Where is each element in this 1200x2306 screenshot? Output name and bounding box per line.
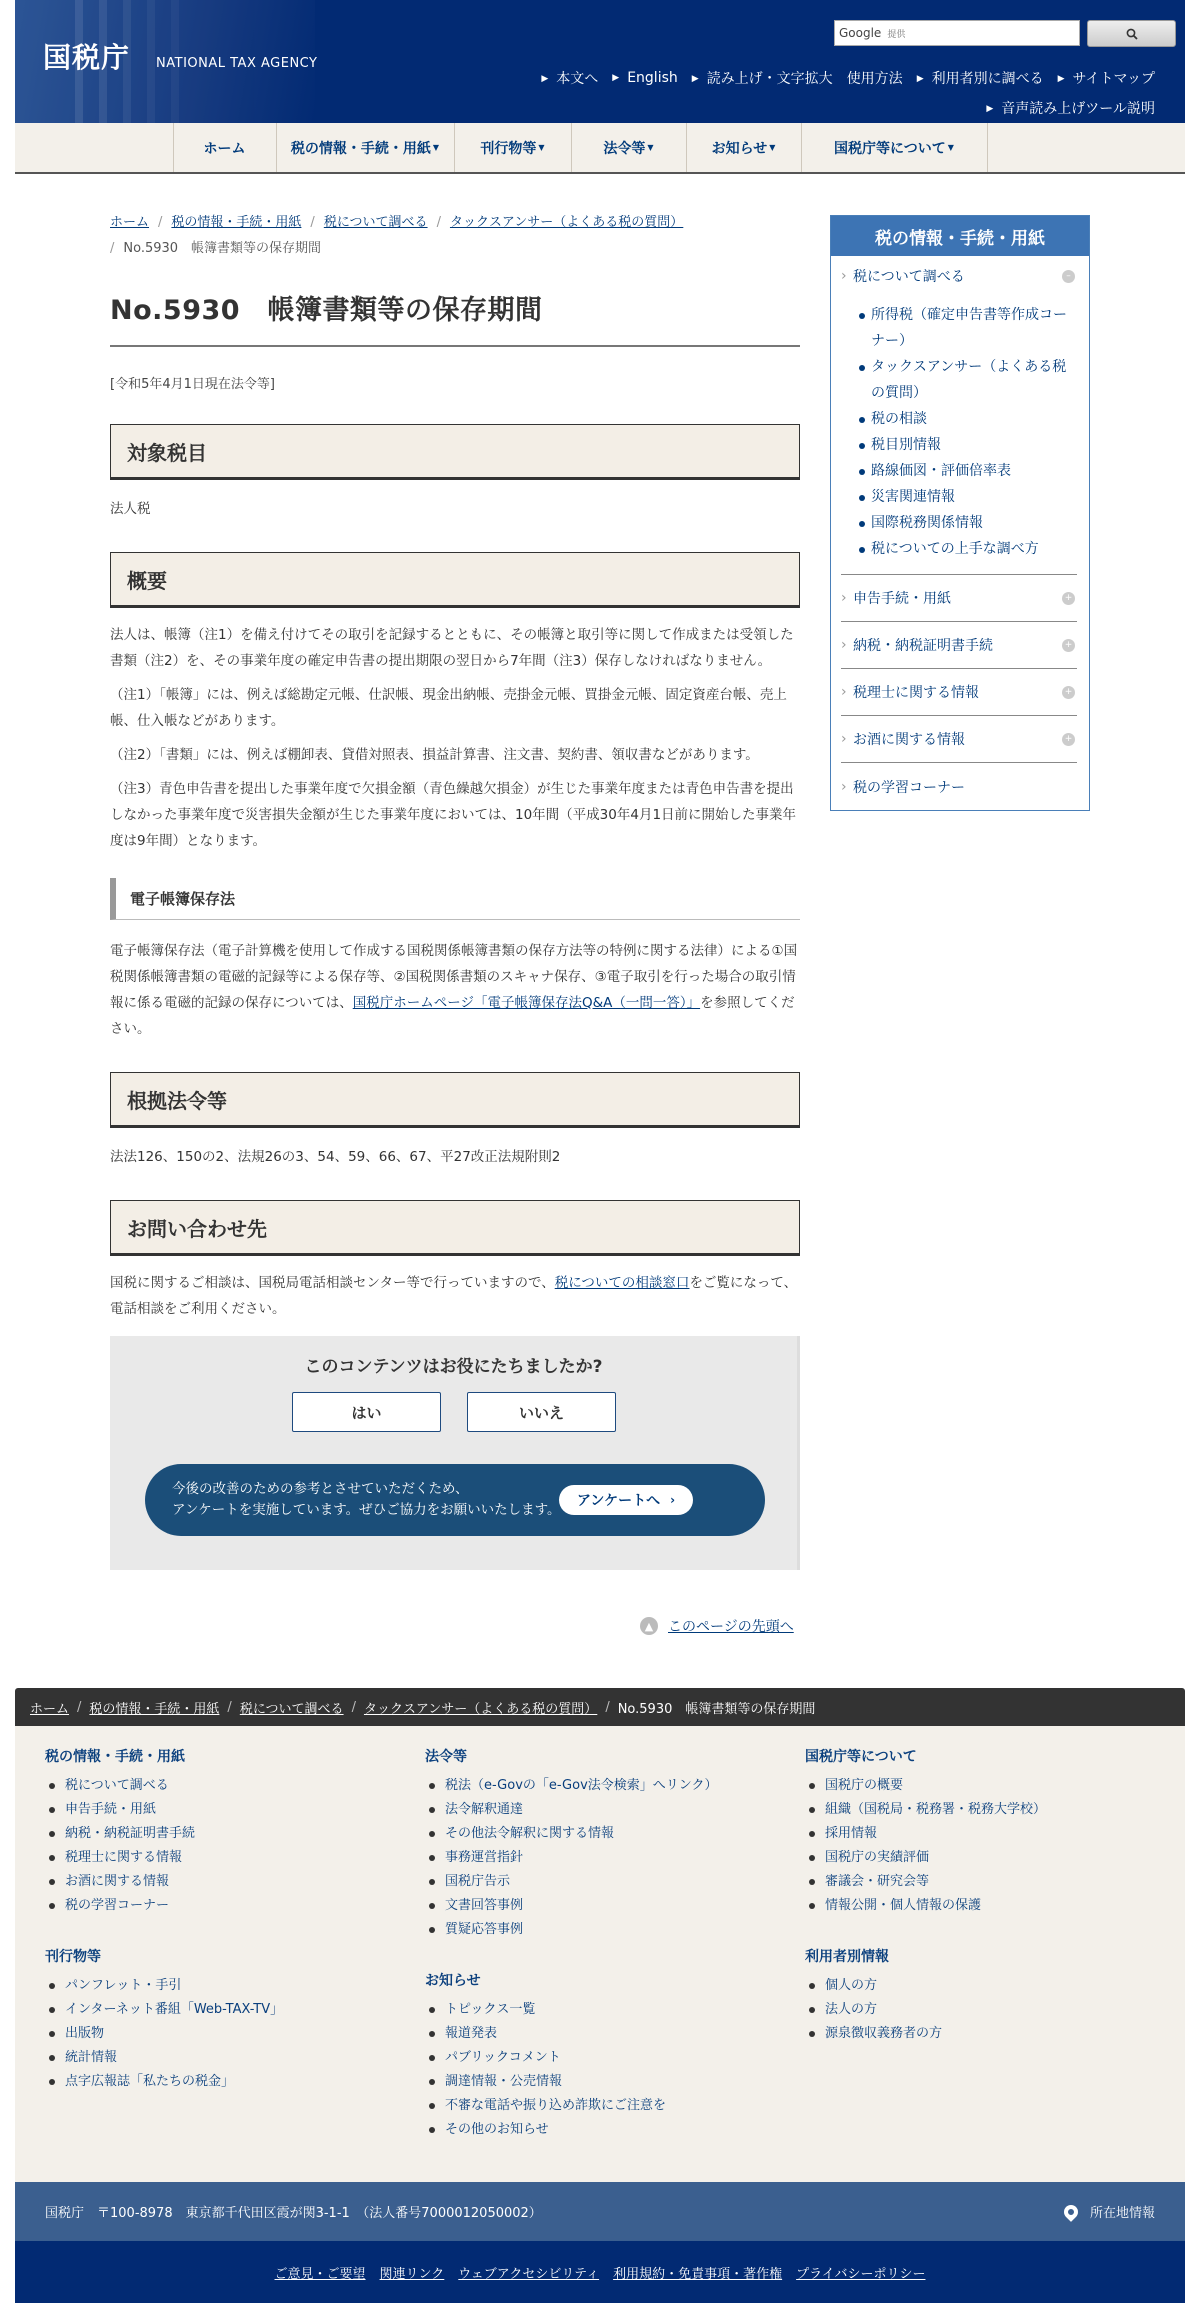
survey-line-1: 今後の改善のための参考とさせていただくため、 <box>172 1481 469 1497</box>
sidebar-item-tax-accountant-label: › 税理士に関する情報 <box>853 685 979 701</box>
gnav-laws-label: 法令等 <box>603 140 646 157</box>
footer-link-feedback[interactable]: ご意見・ご要望 <box>274 2266 366 2282</box>
sidebar-item-learning-label: › 税の学習コーナー <box>853 779 965 796</box>
note-3: （注3）青色申告書を提出した事業年度で欠損金額（青色繰越欠損金）が生じた事業年度または青色申告書を提出しなかった事業年度で災害損失金額が生じた事業年度においては、10年間（平成30年4月1日前に開始した事業年度は9年間）となります。 <box>110 781 797 849</box>
feedback-no-button[interactable] <box>467 1392 616 1432</box>
sidebar-item-tax-accountant[interactable] <box>841 669 1077 716</box>
footer-link-terms[interactable]: 利用規約・免責事項・著作権 <box>613 2266 783 2282</box>
search-button[interactable] <box>1087 20 1176 47</box>
ebook-law-text <box>110 938 800 1042</box>
footer-link[interactable]: 文書回答事例 <box>425 1894 718 1918</box>
footer-heading[interactable]: 法令等 <box>425 1749 467 1765</box>
sidebar-submenu <box>841 296 1077 575</box>
footer-heading[interactable]: 利用者別情報 <box>805 1949 889 1965</box>
consultation-link[interactable]: 税についての相談窓口 <box>554 1275 690 1291</box>
footer-link[interactable]: 質疑応答事例 <box>425 1918 718 1942</box>
footer-link[interactable]: 申告手続・用紙 <box>45 1798 283 1822</box>
sidebar-item-filing-label: › 申告手続・用紙 <box>853 591 951 607</box>
main-content <box>110 210 800 1570</box>
heading-ebook-law: 電子帳簿保存法 <box>110 878 800 920</box>
footer-link[interactable]: 税法（e-Govの「e-Gov法令検索」へリンク） <box>425 1774 718 1798</box>
util-link-english[interactable]: ▶ English <box>612 70 677 86</box>
gnav-publications-label: 刊行物等 <box>480 140 537 157</box>
search-icon <box>1126 28 1138 40</box>
gnav-news-label: お知らせ <box>711 140 768 157</box>
footer-link[interactable]: 審議会・研究会等 <box>805 1870 1046 1894</box>
footer-heading[interactable]: お知らせ <box>425 1973 481 1989</box>
footer-link[interactable]: 不審な電話や振り込め詐欺にご注意を <box>425 2094 718 2118</box>
sidebar-item-liquor[interactable] <box>841 716 1077 763</box>
sidebar-subitem[interactable]: 路線価図・評価倍率表 <box>859 458 1077 484</box>
feedback-panel <box>110 1336 800 1570</box>
footer-breadcrumb-tax-answer[interactable]: タックスアンサー（よくある税の質問） <box>363 1701 598 1717</box>
note-2: （注2）「書類」には、例えば棚卸表、貸借対照表、損益計算書、注文書、契約書、領収書などがあります。 <box>110 747 759 763</box>
survey-button-label: アンケートへ <box>576 1493 661 1509</box>
overview-paragraph: 法人は、帳簿（注1）を備え付けてその取引を記録するとともに、その帳簿と取引等に関して作成または受領した書類（注2）を、その事業年度の確定申告書の提出期限の翌日から7年間（注3）保存しなければなりません。 <box>110 627 794 669</box>
chevron-down-icon: ▼ <box>432 143 440 152</box>
sidebar-subitem[interactable]: 災害関連情報 <box>859 484 1077 510</box>
footer-link-accessibility[interactable]: ウェブアクセシビリティ <box>458 2266 600 2282</box>
footer-link[interactable]: 採用情報 <box>805 1822 1046 1846</box>
sidebar-title[interactable]: 税の情報・手続・用紙 <box>831 216 1089 256</box>
logo-en: NATIONAL TAX AGENCY <box>156 56 318 71</box>
chevron-down-icon: ▼ <box>769 143 776 152</box>
footer-link[interactable]: 国税庁告示 <box>425 1870 718 1894</box>
global-nav <box>15 123 1185 174</box>
gnav-tax-info[interactable] <box>276 123 454 172</box>
footer-address-bar <box>15 2182 1185 2241</box>
sidebar-item-payment-label: › 納税・納税証明書手続 <box>853 638 993 654</box>
map-pin-icon <box>1061 2202 1081 2222</box>
site-header <box>15 0 1185 123</box>
expand-icon[interactable]: + <box>1062 639 1075 652</box>
gnav-home-label: ホーム <box>203 140 246 157</box>
util-link-sitemap[interactable]: ▶ サイトマップ <box>1058 68 1155 88</box>
footer-col-2 <box>425 1746 718 2142</box>
footer-link[interactable]: その他法令解釈に関する情報 <box>425 1822 718 1846</box>
heading-target-tax: 対象税目 <box>110 424 800 480</box>
footer-link[interactable]: 源泉徴収義務者の方 <box>805 2022 1046 2046</box>
contact-tail: をご覧になって、電話相談をご利用ください。 <box>110 1275 798 1317</box>
back-to-top-link[interactable]: このページの先頭へ <box>668 1619 794 1635</box>
footer-col-1 <box>45 1746 283 2094</box>
footer-link[interactable]: 税の学習コーナー <box>45 1894 283 1918</box>
footer-link[interactable]: パンフレット・手引 <box>45 1974 283 1998</box>
gnav-about[interactable] <box>801 123 988 172</box>
util-link-main[interactable]: ▶ 本文へ <box>541 68 598 88</box>
footer-link[interactable]: その他のお知らせ <box>425 2118 718 2142</box>
sidebar-subitem[interactable]: 税の相談 <box>859 406 1077 432</box>
sidebar-subitem[interactable]: 国際税務関係情報 <box>859 510 1077 536</box>
gnav-news[interactable] <box>686 123 801 172</box>
sidebar-item-liquor-label: › お酒に関する情報 <box>853 732 965 748</box>
footer-breadcrumb-research[interactable]: 税について調べる <box>239 1701 344 1717</box>
footer-link[interactable]: 個人の方 <box>805 1974 1046 1998</box>
breadcrumb-tax-info[interactable]: 税の情報・手続・用紙 <box>171 215 302 230</box>
footer-nav <box>15 1726 1185 2182</box>
chevron-down-icon: ▼ <box>538 143 545 152</box>
page-title: No.5930 帳簿書類等の保存期間 <box>110 262 800 347</box>
sidebar-subitem[interactable]: タックスアンサー（よくある税の質問） <box>859 354 1077 406</box>
footer-breadcrumb-home[interactable]: ホーム <box>30 1701 70 1717</box>
feedback-no-label: いいえ <box>518 1403 564 1422</box>
footer-link[interactable]: お酒に関する情報 <box>45 1870 283 1894</box>
sidebar-item-filing[interactable] <box>841 575 1077 622</box>
ebook-qa-link[interactable]: 国税庁ホームページ「電子帳簿保存法Q&A（一問一答）」 <box>352 995 701 1011</box>
site-logo[interactable] <box>43 36 317 76</box>
heading-overview: 概要 <box>110 552 800 608</box>
feedback-yes-button[interactable] <box>292 1392 441 1432</box>
footer-link[interactable]: トピックス一覧 <box>425 1998 718 2022</box>
survey-line-2: アンケートを実施しています。ぜひご協力をお願いいたします。 <box>172 1502 561 1518</box>
util-link-readaloud[interactable]: ▶ 読み上げ・文字拡大 <box>692 68 833 88</box>
contact-text <box>110 1270 800 1322</box>
gnav-publications[interactable] <box>454 123 571 172</box>
footer-breadcrumb-tax-info[interactable]: 税の情報・手続・用紙 <box>89 1701 220 1717</box>
legal-basis-text: 法法126、150の2、法規26の3、54、59、66、67、平27改正法規附則2 <box>110 1149 561 1165</box>
expand-icon[interactable]: + <box>1062 592 1075 605</box>
ebook-law-tail: を参照してください。 <box>110 995 795 1037</box>
back-to-top[interactable] <box>640 1616 794 1636</box>
date-note: [令和5年4月1日現在法令等] <box>110 377 275 392</box>
location-label: 所在地情報 <box>1089 2206 1155 2221</box>
footer-link[interactable]: パブリックコメント <box>425 2046 718 2070</box>
footer-link[interactable]: 国税庁の概要 <box>805 1774 1046 1798</box>
footer-breadcrumb: ホーム / 税の情報・手続・用紙 / 税について調べる / タックスアンサー（よくある税の質問） / No.5930 帳簿書類等の保存期間 <box>15 1688 1185 1726</box>
logo-ja: 国税庁 <box>43 41 131 74</box>
survey-banner <box>145 1464 765 1536</box>
util-link-howto[interactable]: 使用方法 <box>846 71 903 87</box>
footer-link[interactable]: 国税庁の実績評価 <box>805 1846 1046 1870</box>
footer-link[interactable]: 情報公開・個人情報の保護 <box>805 1894 1046 1918</box>
target-tax-text: 法人税 <box>110 501 151 517</box>
breadcrumb-tax-answer[interactable]: タックスアンサー（よくある税の質問） <box>449 215 684 230</box>
sidebar-subitem[interactable]: 税目別情報 <box>859 432 1077 458</box>
survey-text <box>172 1479 561 1521</box>
search-hint: 提供 <box>887 29 906 40</box>
footer-link[interactable]: 法人の方 <box>805 1998 1046 2022</box>
footer-links <box>15 2241 1185 2303</box>
util-link-by-user[interactable]: ▶ 利用者別に調べる <box>917 68 1044 88</box>
footer-link[interactable]: 税について調べる <box>45 1774 283 1798</box>
chevron-right-icon: › <box>670 1493 676 1507</box>
footer-link-privacy[interactable]: プライバシーポリシー <box>796 2266 926 2282</box>
location-link[interactable] <box>1064 2202 1155 2221</box>
collapse-icon[interactable]: – <box>1062 270 1075 283</box>
gnav-about-label: 国税庁等について <box>834 140 946 157</box>
breadcrumb: ホーム / 税の情報・手続・用紙 / 税について調べる / タックスアンサー（よくある税の質問） / No.5930 帳簿書類等の保存期間 <box>110 215 684 256</box>
footer-link[interactable]: 報道発表 <box>425 2022 718 2046</box>
footer-heading[interactable]: 刊行物等 <box>45 1949 101 1965</box>
sidebar-subitem[interactable]: 税についての上手な調べ方 <box>859 536 1077 562</box>
expand-icon[interactable]: + <box>1062 686 1075 699</box>
feedback-question: このコンテンツはお役にたちましたか? <box>304 1357 603 1377</box>
sidebar-subitem[interactable]: 所得税（確定申告書等作成コーナー） <box>859 302 1077 354</box>
footer-link[interactable]: 点字広報誌「私たちの税金」 <box>45 2070 283 2094</box>
util-link-voice-tool[interactable] <box>986 98 1155 118</box>
google-label: Google <box>839 26 882 40</box>
footer-link[interactable]: 事務運営指針 <box>425 1846 718 1870</box>
heading-legal-basis: 根拠法令等 <box>110 1072 800 1128</box>
sidebar-item-research[interactable] <box>841 256 1077 296</box>
footer-address: 国税庁 〒100-8978 東京都千代田区霞が関3-1-1 （法人番号7000012050002） <box>45 2206 542 2221</box>
gnav-tax-info-label: 税の情報・手続・用紙 <box>290 140 431 157</box>
footer-link[interactable]: 出版物 <box>45 2022 283 2046</box>
footer-link-related[interactable]: 関連リンク <box>379 2266 445 2282</box>
expand-icon[interactable]: + <box>1062 733 1075 746</box>
footer-link[interactable]: 納税・納税証明書手続 <box>45 1822 283 1846</box>
footer-heading[interactable]: 国税庁等について <box>805 1749 917 1765</box>
utility-nav <box>527 68 1155 88</box>
util-link-voice-tool-label: ▶ 音声読み上げツール説明 <box>986 101 1155 117</box>
footer-link[interactable]: 法令解釈通達 <box>425 1798 718 1822</box>
footer-link[interactable]: 税理士に関する情報 <box>45 1846 283 1870</box>
footer-col-3 <box>805 1746 1046 2046</box>
gnav-home[interactable] <box>173 123 276 172</box>
heading-contact: お問い合わせ先 <box>110 1200 800 1256</box>
breadcrumb-research[interactable]: 税について調べる <box>323 215 428 230</box>
sidebar-item-learning[interactable] <box>841 763 1077 810</box>
breadcrumb-current: No.5930 帳簿書類等の保存期間 <box>123 241 322 256</box>
breadcrumb-home[interactable]: ホーム <box>110 215 150 230</box>
footer-heading[interactable]: 税の情報・手続・用紙 <box>45 1749 185 1765</box>
survey-button[interactable] <box>559 1485 693 1515</box>
feedback-yes-label: はい <box>351 1403 382 1422</box>
chevron-down-icon: ▼ <box>647 143 654 152</box>
gnav-laws[interactable] <box>571 123 686 172</box>
footer-link[interactable]: 統計情報 <box>45 2046 283 2070</box>
search-input[interactable] <box>834 20 1080 46</box>
footer-link[interactable]: 組織（国税局・税務署・税務大学校） <box>805 1798 1046 1822</box>
site-footer <box>15 1688 1185 2303</box>
footer-link[interactable]: インターネット番組「Web-TAX-TV」 <box>45 1998 283 2022</box>
footer-breadcrumb-current: No.5930 帳簿書類等の保存期間 <box>617 1701 816 1717</box>
footer-link[interactable]: 調達情報・公売情報 <box>425 2070 718 2094</box>
ebook-law-body: 電子帳簿保存法（電子計算機を使用して作成する国税関係帳簿書類の保存方法等の特例に関する法律）による①国税関係帳簿書類の電磁的記録等による保存等、②国税関係書類のスキャナ保存、③電子取引を行った場合の取引情報に係る電磁的記録の保存については、 <box>110 943 798 1011</box>
arrow-up-icon: ▲ <box>640 1617 658 1635</box>
sidebar <box>830 215 1090 811</box>
chevron-down-icon: ▼ <box>947 143 954 152</box>
contact-body: 国税に関するご相談は、国税局電話相談センター等で行っていますので、 <box>110 1275 555 1291</box>
note-1: （注1）「帳簿」には、例えば総勘定元帳、仕訳帳、現金出納帳、売掛金元帳、買掛金元帳、固定資産台帳、売上帳、仕入帳などがあります。 <box>110 687 787 729</box>
sidebar-item-payment[interactable] <box>841 622 1077 669</box>
sidebar-item-research-label: › 税について調べる <box>853 269 965 285</box>
